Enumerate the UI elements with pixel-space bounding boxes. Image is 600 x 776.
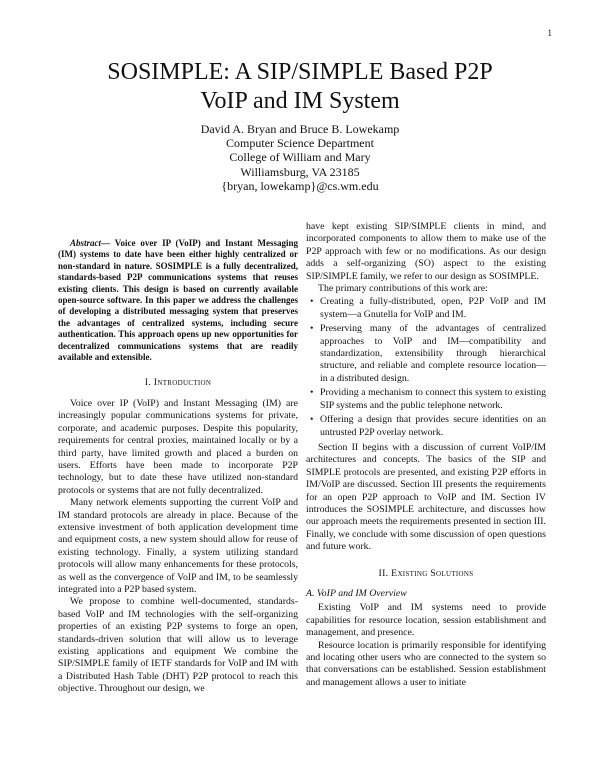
subsection-heading-voip-im: A. VoIP and IM Overview [306,587,407,599]
list-item: • Preserving many of the advantages of centralized approaches to VoIP and IM—compatibility and standardization, extensibility through hierarchical structure, and reliable and complete resource location—in a distributed design. [320,323,546,385]
right-paragraph-4: Existing VoIP and IM systems need to provide capabilities for resource location, session establishment and management, and presence. [306,602,546,639]
department: Computer Science Department [226,136,374,151]
section-heading-introduction: I. Introduction [144,377,212,389]
right-paragraph-1: have kept existing SIP/SIMPLE clients in mind, and incorporated components to allow them to make use of the P2P approach with few or no modifications. As our design adds a self-organizing (SO) aspect to the existing SIP/SIMPLE family, we refer to our design as SOSIMPLE. [306,221,546,282]
list-item: • Offering a design that provides secure identities on an untrusted P2P overlay network. [320,414,546,439]
intro-paragraph-3: We propose to combine well-documented, standards-based VoIP and IM technologies with the self-organizing properties of an existing P2P systems to forge an open, standards-driven solution that will allow us to leverage existing applications and equipment We combine the SIP/SIMPLE family of IETF standards for VoIP and IM with a Distributed Hash Table (DHT) P2P protocol to reach this objective. Throughout our design, we [58,596,298,695]
paper-title [0,58,600,116]
intro-paragraph-2: Many network elements supporting the current VoIP and IM standard protocols are already in place. Because of the extensive investment of both application development time and equipment costs, a new system should allow for reuse of existing technology. Finally, a system utilizing standard protocols will allow many enhancements for these protocols, as well as the convergence of VoIP and IM, to be seamlessly integrated into a P2P based system. [58,497,298,595]
right-column [306,221,546,689]
right-paragraph-3: Section II begins with a discussion of current VoIP/IM architectures and concepts. The basics of the SIP and SIMPLE protocols are presented, and existing P2P efforts in IM/VoIP are discussed. Section III presents the requirements for an open P2P approach to VoIP and IM. Section IV introduces the SOSIMPLE architecture, and discusses how our approach meets the requirements presented in section III. Finally, we conclude with some discussion of open questions and future work. [306,441,546,553]
title-line-1: SOSIMPLE: A SIP/SIMPLE Based P2P [107,59,493,85]
authors: David A. Bryan and Bruce B. Lowekamp [200,122,400,136]
intro-paragraph-1: Voice over IP (VoIP) and Instant Messaging (IM) are increasingly popular communications systems for private, corporate, and academic purposes. Despite this popularity, requirements for central proxies, maintained locally or by a third party, have limited growth and placed a burden on users. Efforts have been made to incorporate P2P technology, but to date these have utilized non-standard protocols or systems that are not fully decentralized. [58,397,298,496]
section-heading-existing-solutions: II. Existing Solutions [378,567,474,579]
left-column [58,238,298,696]
list-item: • Providing a mechanism to connect this system to existing SIP systems and the public telephone network. [320,387,546,412]
author-block [0,122,600,193]
right-paragraph-2: The primary contributions of this work are: [318,283,488,295]
college: College of William and Mary [229,150,371,165]
abstract [58,238,298,363]
contributions-list [306,296,546,438]
page-number: 1 [547,28,552,38]
city: Williamsburg, VA 23185 [240,164,360,179]
title-line-2: VoIP and IM System [200,88,400,114]
abstract-text: — Voice over IP (VoIP) and Instant Messaging (IM) systems to date have been either highly centralized or non-standard in nature. SOSIMPLE is a fully decentralized, standards-based P2P communications systems that reuses existing clients. This design is based on currently available open-source software. In this paper we address the challenges of developing a distributed messaging system that preserves the advantages of centralized systems, including secure authentication. This approach opens up new opportunities for decentralized communications systems that are readily available and extensible. [58,238,298,363]
email: {bryan, lowekamp}@cs.wm.edu [221,178,379,193]
abstract-label: Abstract [70,238,102,248]
right-paragraph-5: Resource location is primarily responsible for identifying and locating other users who are connected to the system so that conversations can be established. Session establishment and management allows a user to initiate [306,639,546,688]
list-item: • Creating a fully-distributed, open, P2P VoIP and IM system—a Gnutella for VoIP and IM. [320,296,546,321]
